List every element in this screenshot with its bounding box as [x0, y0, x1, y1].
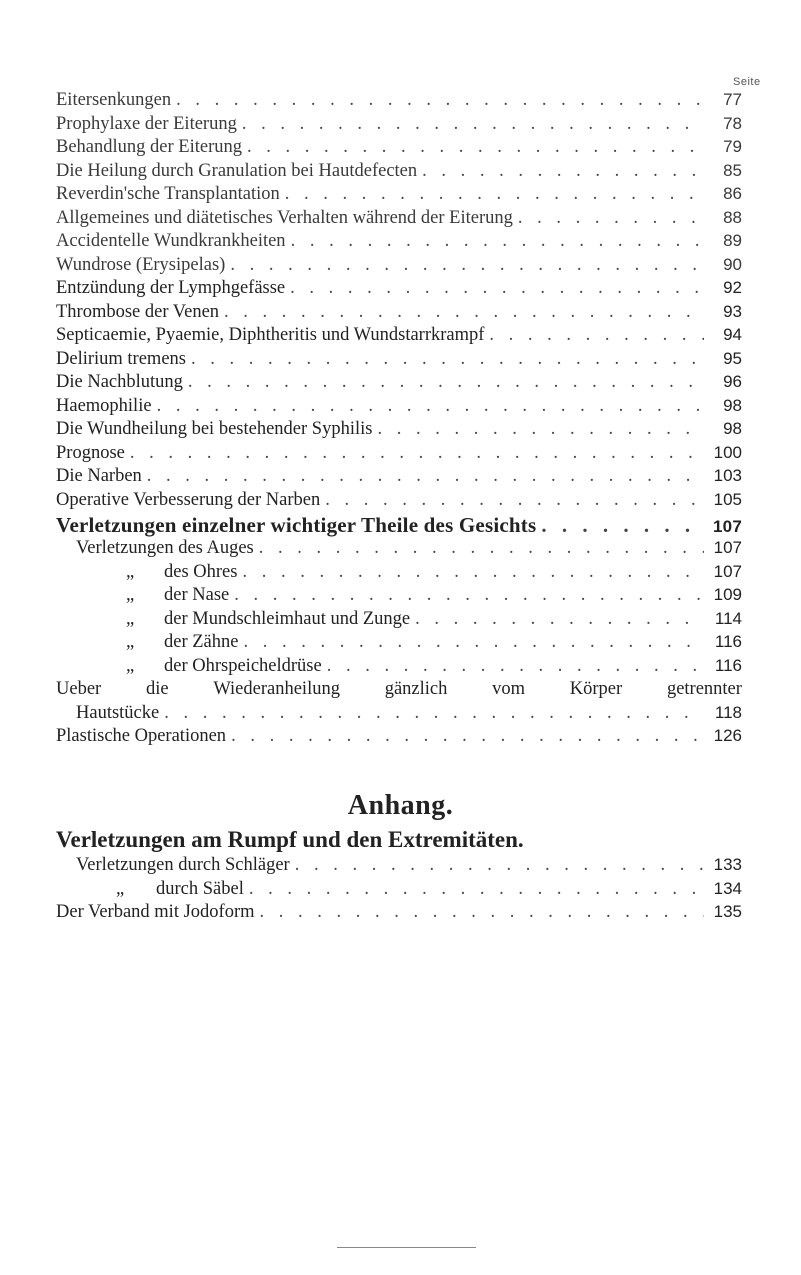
section-heading-page: 107 [713, 517, 742, 536]
word: vom [492, 679, 526, 699]
toc-entry-page: 107 [713, 538, 742, 557]
toc-entry-page: 134 [713, 878, 742, 898]
toc-entry [56, 419, 742, 443]
toc-entry-schlaeger [56, 855, 742, 879]
toc-entry-sublabel: der Ohrspeicheldrüse [164, 655, 322, 676]
toc-entry-page: 90 [723, 254, 742, 274]
ditto-mark: „ [126, 655, 135, 676]
toc-entry-hautstuecke [56, 703, 742, 727]
toc-entry [56, 208, 742, 232]
toc-entry [56, 184, 742, 208]
toc-entry [56, 278, 742, 302]
toc-entry-page: 133 [713, 855, 742, 874]
word: Ueber [56, 679, 102, 699]
toc-entry-jodoform [56, 902, 742, 926]
toc-entry-label [76, 656, 327, 677]
toc-entry-page: 88 [723, 207, 742, 227]
leader-dots [325, 490, 704, 511]
toc-entry-page: 103 [713, 466, 742, 485]
word: getrennter [666, 679, 742, 699]
toc-entry [56, 325, 742, 349]
appendix-heading: Verletzungen am Rumpf und den Extremitäten. [56, 827, 524, 852]
toc-entry-page: 85 [723, 160, 742, 180]
toc-entry-page: 89 [723, 231, 742, 250]
toc-sub-entry [56, 656, 742, 680]
leader-dots [242, 114, 704, 135]
leader-dots [290, 278, 704, 299]
toc-entry [56, 349, 742, 373]
toc-entry-page: 107 [713, 561, 742, 581]
ditto-mark: „ [126, 585, 135, 605]
toc-entry-page: 96 [723, 372, 742, 391]
appendix-contents [56, 827, 742, 926]
toc-entry-label: Plastische Operationen [56, 726, 227, 746]
toc-entry-page: 79 [723, 137, 742, 156]
toc-entry-label: Thrombose der Venen [56, 301, 220, 322]
toc-entry-auges [56, 538, 742, 562]
leader-dots [243, 632, 704, 653]
toc-entry-sublabel: der Zähne [164, 632, 239, 652]
toc-entry [56, 137, 742, 161]
leader-dots [377, 419, 704, 440]
toc-entry-page: 86 [723, 184, 742, 203]
toc-entry-label: Accidentelle Wundkrankheiten [56, 231, 286, 251]
toc-entry-label: Prophylaxe der Eiterung [56, 113, 237, 134]
toc-entry-page: 92 [723, 278, 742, 297]
ditto-mark: „ [116, 878, 125, 899]
leader-dots [518, 208, 704, 229]
toc-entry-page: 100 [713, 442, 742, 462]
leader-dots [191, 349, 704, 370]
leader-dots [234, 585, 704, 606]
leader-dots [147, 466, 704, 487]
toc-entry-label [76, 562, 242, 583]
toc-entry-label: Septicaemie, Pyaemie, Diphtheritis und Wundstarrkrampf [56, 325, 485, 345]
toc-entry-sublabel: durch Säbel [156, 878, 244, 899]
toc-entry-page: 93 [723, 301, 742, 321]
leader-dots [188, 372, 704, 393]
leader-dots [224, 302, 704, 323]
leader-dots [422, 161, 704, 182]
ditto-mark: „ [126, 632, 135, 652]
toc-entry-page: 78 [723, 113, 742, 133]
word: Körper [569, 679, 623, 699]
leader-dots [230, 255, 704, 276]
toc-entry [56, 114, 742, 138]
toc-entry-label: Haemophilie [56, 395, 152, 416]
toc-entry-label-line1 [56, 679, 742, 700]
ditto-mark: „ [126, 561, 135, 582]
word: Wiederanheilung [213, 679, 340, 699]
toc-entry-label: Prognose [56, 442, 125, 463]
leader-dots [242, 562, 704, 583]
toc-entry-saebel [56, 879, 742, 903]
toc-entry-label: Delirium tremens [56, 348, 186, 369]
toc-entry-label: Reverdin'sche Transplantation [56, 184, 280, 204]
toc-sub-entry [56, 562, 742, 586]
bottom-rule [337, 1247, 476, 1248]
toc-entry-page: 114 [714, 608, 742, 628]
leader-dots [247, 137, 704, 158]
leader-dots [260, 902, 705, 923]
toc-entry-label [76, 879, 249, 900]
page-column-label: Seite [733, 76, 761, 88]
leader-dots [130, 443, 704, 464]
leader-dots [164, 703, 704, 724]
toc-entry [56, 490, 742, 514]
toc-entry [56, 443, 742, 467]
toc-sub-entries [56, 562, 742, 680]
toc-entry-page: 94 [723, 325, 742, 344]
toc-entry-page: 77 [723, 90, 742, 109]
toc-entry-page: 126 [713, 726, 742, 745]
toc-entry-sublabel: der Nase [164, 585, 230, 605]
toc-entry-label: Behandlung der Eiterung [56, 137, 242, 157]
appendix-title: Anhang. [347, 790, 454, 821]
leader-dots [285, 184, 704, 205]
leader-dots [541, 513, 704, 538]
toc-entry-page: 98 [723, 395, 742, 415]
toc-entry [56, 90, 742, 114]
toc-entry [56, 302, 742, 326]
toc-entry-label [76, 632, 243, 653]
leader-dots [157, 396, 704, 417]
toc-entry-label: Hautstücke [76, 702, 160, 723]
leader-dots [327, 656, 704, 677]
toc-entry-label: Die Wundheilung bei bestehender Syphilis [56, 419, 373, 439]
toc-entry-sublabel: der Mundschleimhaut und Zunge [164, 608, 411, 629]
leader-dots [295, 855, 704, 876]
toc-entry-plastische [56, 726, 742, 750]
toc-entry-label: Die Heilung durch Granulation bei Hautdefecten [56, 160, 418, 181]
toc-sub-entry [56, 585, 742, 609]
toc-entry-page: 116 [714, 655, 742, 675]
leader-dots [489, 325, 704, 346]
toc-entries [56, 90, 742, 513]
section-heading-label: Verletzungen einzelner wichtiger Theile des Gesichts [56, 513, 537, 537]
toc-entry-page: 116 [714, 632, 742, 651]
toc-entry-label: Wundrose (Erysipelas) [56, 254, 226, 275]
toc-entry-label: Die Narben [56, 466, 142, 486]
leader-dots [259, 538, 704, 559]
toc-sub-entry [56, 632, 742, 656]
toc-entry-label: Eitersenkungen [56, 90, 172, 110]
toc-entry [56, 466, 742, 490]
toc-entry-page: 118 [714, 702, 742, 722]
toc-entry [56, 372, 742, 396]
word: die [145, 679, 169, 699]
leader-dots [415, 609, 704, 630]
word: gänzlich [384, 679, 448, 699]
toc-entry-label: Verletzungen durch Schläger [76, 855, 290, 875]
section-heading [56, 513, 742, 538]
toc-entry-label: Verletzungen des Auges [76, 538, 254, 558]
leader-dots [249, 879, 704, 900]
toc-entry-label: Allgemeines und diätetisches Verhalten während der Eiterung [56, 207, 513, 228]
toc-entry-page: 95 [723, 348, 742, 368]
leader-dots [231, 726, 704, 747]
toc-entry-page: 105 [713, 489, 742, 509]
toc-entry-label [76, 609, 415, 630]
toc-entry-page: 135 [713, 902, 742, 921]
toc-entry-label: Der Verband mit Jodoform [56, 902, 255, 922]
toc-entry [56, 255, 742, 279]
toc-entry-sublabel: des Ohres [164, 561, 238, 582]
toc-entry-label [76, 585, 234, 606]
toc-entry-label: Operative Verbesserung der Narben [56, 489, 321, 510]
table-of-contents [56, 90, 742, 750]
toc-entry-ueber-line1 [56, 679, 742, 703]
leader-dots [176, 90, 704, 111]
toc-entry [56, 396, 742, 420]
toc-entry-page: 109 [713, 585, 742, 604]
toc-entry-label: Entzündung der Lymphgefässe [56, 278, 286, 298]
leader-dots [291, 231, 704, 252]
toc-entry-label: Die Nachblutung [56, 372, 183, 392]
toc-entry [56, 231, 742, 255]
toc-sub-entry [56, 609, 742, 633]
ditto-mark: „ [126, 608, 135, 629]
toc-entry-page: 98 [723, 419, 742, 438]
toc-entry [56, 161, 742, 185]
